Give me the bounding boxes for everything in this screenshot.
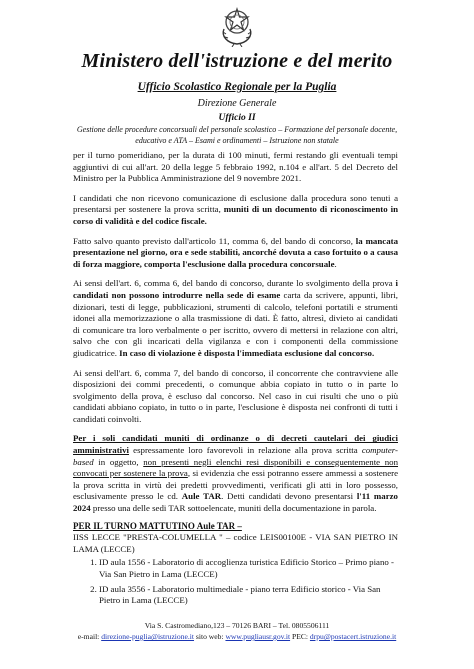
- paragraph-aule-tar: Per i soli candidati muniti di ordinanze o di decreti cautelari dei giudici amministrativi espressamente loro favorevoli in relazione alla prova scritta computer-based in oggetto, non presenti negli elenchi resi disponibili e conseguentemente non convocati per sostenere la prova, si evidenzia che essi potranno essere ammessi a sostenere la prova scritta in virtù dei predetti provvedimenti, verificati gli atti in loro possesso, esclusivamente presso le cd. Aule TAR. Detti candidati devono presentarsi l'11 marzo 2024 presso una delle sedi TAR sottoelencate, muniti della documentazione in parola.: [73, 433, 399, 514]
- list-item: 2. ID aula 3556 - Laboratorio multimediale - piano terra Edificio storico - Via San Pietro in Lama (LECCE): [99, 584, 398, 607]
- document-body: [73, 150, 398, 610]
- paragraph-divieti: Ai sensi dell'art. 6, comma 6, del bando di concorso, durante lo svolgimento della prova i candidati non possono introdurre nella sede di esame carta da scrivere, appunti, libri, dizionari, testi di legge, pubblicazioni, strumenti di calcolo, telefoni portatili e strumenti idonei alla memorizzazione o alla trasmissione di dati. È fatto, altresì, divieto ai candidati di comunicare tra loro verbalmente o per iscritto, ovvero di mettersi in relazione con altri, salvo che con gli incaricati della vigilanza e con i componenti della commissione giudicatrice. In caso di violazione è disposta l'immediata esclusione dal concorso.: [73, 278, 398, 358]
- footer-address: Via S. Castromediano,123 – 70126 BARI – Tel. 0805506111: [144, 621, 330, 630]
- paragraph-mancata-presentazione: Fatto salvo quanto previsto dall'articolo 11, comma 6, del bando di concorso, la mancata presentazione nel giorno, ora e sede stabiliti, ancorché dovuta a caso fortuito o a causa di forza maggiore, comporta l'esclusione dalla procedura concorsuale.: [73, 235, 398, 269]
- office-description-line-1: Gestione delle procedure concorsuali del personale scolastico – Formazione del personale docente,: [76, 125, 398, 134]
- website-link[interactable]: www.pugliausr.gov.it: [225, 632, 291, 641]
- regional-office-name: Ufficio Scolastico Regionale per la Puglia: [137, 81, 337, 93]
- ministry-name: Ministero dell'istruzione e del merito: [81, 50, 393, 72]
- turno-mattutino-heading: PER IL TURNO MATTUTINO Aule TAR –: [73, 520, 242, 531]
- email-link[interactable]: direzione-puglia@istruzione.it: [101, 632, 195, 641]
- footer-contacts: e-mail: direzione-puglia@istruzione.it sito web: www.pugliausr.gov.it PEC: drpu@postacert.istruzione.it: [77, 632, 397, 641]
- pec-link[interactable]: drpu@postacert.istruzione.it: [309, 632, 397, 641]
- paragraph-documento: I candidati che non ricevono comunicazione di esclusione dalla procedura sono tenuti a presentarsi per sostenere la prova scritta, muniti di un documento di riconoscimento in corso di validità e del codice fiscale.: [73, 192, 399, 226]
- paragraph-esclusione-copiatura: Ai sensi dell'art. 6, comma 7, del bando di concorso, il concorrente che contravviene alle disposizioni dei commi precedenti, o comunque abbia copiato in tutto o in parte lo svolgimento della prova, è escluso dal concorso. Nel caso in cui risulti che uno o più candidati abbiano copiato, in tutto o in parte, l'esclusione è disposta nei confronti di tutti i candidati coinvolti.: [73, 367, 398, 424]
- office-number: Ufficio II: [218, 113, 256, 123]
- school-name: IISS LECCE "PRESTA-COLUMELLA " – codice LEIS00100E - VIA SAN PIETRO IN LAMA (LECCE): [73, 532, 398, 554]
- list-item: 1. ID aula 1556 - Laboratorio di accoglienza turistica Edificio Storico – Primo piano - Via San Pietro in Lama (LECCE): [99, 557, 398, 580]
- aule-list: [73, 557, 398, 606]
- paragraph-turno-pomeridiano: per il turno pomeridiano, per la durata di 100 minuti, fermi restando gli eventuali tempi aggiuntivi di cui all'art. 20 della legge 5 febbraio 1992, n.104 e all'art. 5 del Decreto del Ministro per la Pubblica Amministrazione del 9 novembre 2021.: [73, 150, 398, 184]
- italian-republic-emblem-icon: [217, 3, 257, 47]
- direzione-generale: Direzione Generale: [197, 98, 277, 109]
- office-description-line-2: educativo e ATA – Esami e ordinamenti – Istruzione non statale: [135, 136, 339, 145]
